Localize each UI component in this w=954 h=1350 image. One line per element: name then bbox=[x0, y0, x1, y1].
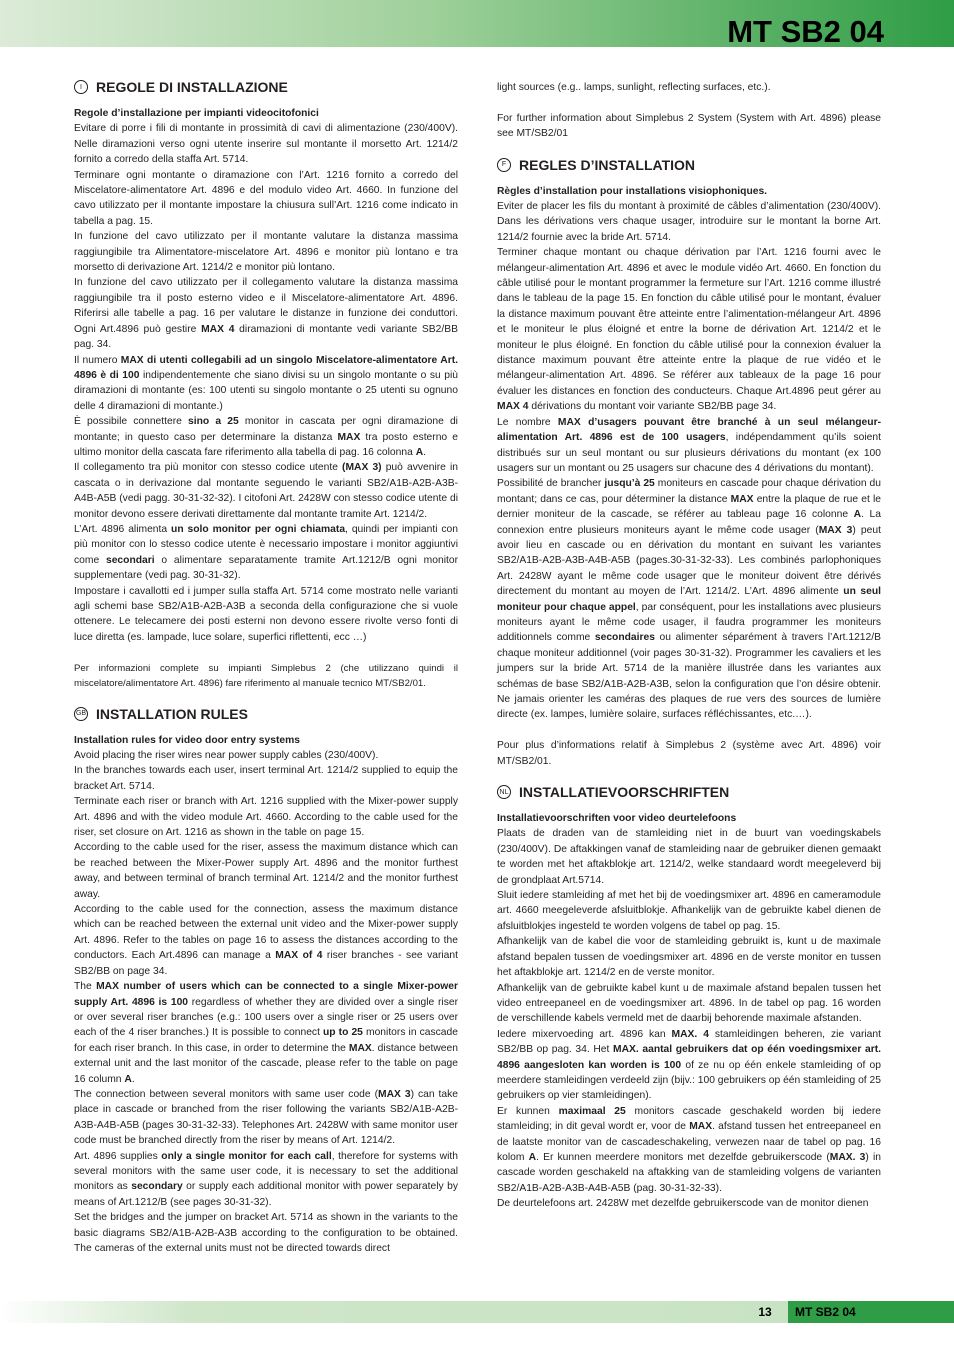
section-heading-it bbox=[74, 78, 458, 96]
paragraph: È possibile connettere sino a 25 monitor in cascata per ogni diramazione di montante; in questo caso per determinare la distanza MAX tra posto esterno e ultimo monitor della cascata fare riferimento alla tabella di pag. 16 colonna A. bbox=[74, 416, 458, 458]
paragraph: Il numero MAX di utenti collegabili ad un singolo Miscelatore-alimentatore Art. 4896 è di 100 indipendentemente che siano divisi su un singolo montante o su più diramazioni di montante (es: 100 utenti su singolo montante o 25 utenti su ognuno delle 4 diramazioni di montante.) bbox=[74, 354, 459, 412]
paragraph: In the branches towards each user, insert terminal Art. 1214/2 supplied to equip the bracket Art. 5714. bbox=[74, 765, 458, 792]
heading-text: REGOLE DI INSTALLAZIONE bbox=[96, 79, 288, 95]
paragraph: Terminare ogni montante o diramazione con l’Art. 1216 fornito a corredo del Miscelatore-alimentatore Art. 4896 e del modulo video Art. 4660. In funzione del cavo utilizzato per il montante impostare la chiusura sull’Art. 1216 come indicato in tabella a pag. 15. bbox=[74, 169, 458, 227]
italy-badge-icon: I bbox=[74, 80, 88, 94]
paragraph: Possibilité de brancher jusqu’à 25 moniteurs en cascade pour chaque dérivation du montant; dans ce cas, pour déterminer la distance MAX entre la plaque de rue et le dernier moniteur de la cascade, se référer au tableau page 16 colonne A. La connexion entre plusieurs moniteurs ayant le même code usager (MAX 3) peut avoir lieu en cascade ou en dérivation du montant en suivant les variantes SB2/A1B-A2B-A3B-A4B-A5B (pages.30-31-32-33). Les combinés parlophoniques Art. 2428W ayant le même code usager que le moniteur doivent être dérivés directement du montant au moyen de l’Art. 1214/2. L’Art. 4896 alimente un seul moniteur pour chaque appel, par conséquent, pour les installations avec plusieurs moniteurs ayant le même code usager, il faudra programmer les moniteurs additionnels comme secondaires ou alimenter séparément à travers l’Art.1212/B chaque moniteur additionnel (voir pages 30-31-32). Programmer les cavaliers et les jumpers sur la bride Art. 5714 de la manière illustrée dans les variantes aux schémas de base SB2/A1B-A2B-A3B, selon la configuration que l’on désire obtenir. Ne jamais orienter les caméras des plaques de rue vers des sources de lumière directe (ex. lampes, lumière solaire, surfaces réfléchissantes, etc.…). bbox=[497, 478, 882, 721]
subheading-fr: Règles d’installation pour installations visiophoniques. bbox=[497, 185, 768, 197]
subheading-gb: Installation rules for video door entry systems bbox=[74, 734, 301, 746]
france-badge-icon: F bbox=[497, 158, 511, 172]
paragraph-reference: Pour plus d’informations relatif à Simplebus 2 (système avec Art. 4896) voir MT/SB2/01. bbox=[497, 740, 881, 767]
netherlands-badge-icon: NL bbox=[497, 785, 511, 799]
paragraph: light sources (e.g.. lamps, sunlight, reflecting surfaces, etc.). bbox=[497, 82, 771, 93]
page-number: 13 bbox=[758, 1305, 772, 1319]
paragraph-reference: For further information about Simplebus 2 System (System with Art. 4896) please see MT/SB2/01 bbox=[497, 112, 881, 140]
paragraph: Set the bridges and the jumper on bracket Art. 5714 as shown in the variants to the basic diagrams SB2/A1B-A2B-A3B according to the configuration to be obtained. The cameras of the external units must not be directed towards direct bbox=[74, 1212, 458, 1255]
paragraph: Il collegamento tra più monitor con stesso codice utente (MAX 3) può avvenire in cascata o in derivazione dal montante seguendo le varianti SB2/A1B-A2B-A3B-A4B-A5B (vedi pagg. 30-31-32-32). I citofoni Art. 2428W con stesso codice utente di monitor devono essere derivati direttamente dal montante tramite Art. 1214/2. bbox=[74, 462, 458, 520]
section-heading-fr bbox=[497, 156, 881, 174]
paragraph: L’Art. 4896 alimenta un solo monitor per ogni chiamata, quindi per impianti con più monitor con lo stesso codice utente è necessario impostare i monitor aggiuntivi come secondari o alimentare separatamente tramite Art.1212/B ogni monitor supplementare (vedi pag. 30-31-32). bbox=[74, 523, 458, 582]
paragraph: Afhankelijk van de gebruikte kabel kunt u de maximale afstand bepalen tussen het video entreepaneel en de voedingsmixer art. 4896. In de tabel op pag. 16 worden de verschillende kabels vermeld met de daarbij behorende maximale afstanden. bbox=[497, 982, 881, 1025]
heading-text: REGLES D’INSTALLATION bbox=[519, 156, 696, 173]
paragraph: Iedere mixervoeding art. 4896 kan MAX. 4 stamleidingen beheren, zie variant SB2/BB op pag. 34. Het MAX. aantal gebruikers dat op één voedingsmixer art. 4896 aangesloten kan worden is 100 of ze nu op één enkele stamleiding of op meerdere stamleidingen verdeeld zijn (bijv.: 100 gebruikers op één stamleiding of 25 gebruikers op vier stamleidingen). bbox=[497, 1028, 881, 1102]
paragraph: Art. 4896 supplies only a single monitor for each call, therefore for systems with several monitors with the same user code, it is necessary to set the additional monitors as secondary or supply each additional monitor with power separately by means of Art.1212/B (see pages 30-31-32). bbox=[74, 1150, 458, 1208]
paragraph: The MAX number of users which can be connected to a single Mixer-power supply Art. 4896 is 100 regardless of whether they are divided over a single riser or over several riser branches (e.g.: 100 users over a single riser or 25 users over each of the 4 riser branches.) It is possible to connect up to 25 monitors in cascade for each riser branch. In this case, in order to determine the MAX. distance between external unit and the last monitor of the cascade, please refer to the table on page 16 column A. bbox=[74, 981, 459, 1085]
footer-document-code: MT SB2 04 bbox=[788, 1301, 954, 1323]
paragraph: Le nombre MAX d’usagers pouvant être branché à un seul mélangeur-alimentation Art. 4896 est de 100 usagers, indépendamment qu’ils soient distribués sur un seul montant ou sur plusieurs dérivations du montant (ex 100 usagers sur un montant ou 25 usagers sur chacune des 4 dérivations du montant). bbox=[497, 416, 882, 474]
paragraph-reference: Per informazioni complete su impianti Simplebus 2 (che utilizzano quindi il miscelatore/alimentatore Art. 4896) fare riferimento al manuale tecnico MT/SB2/01. bbox=[74, 662, 458, 689]
section-heading-gb bbox=[74, 705, 458, 723]
paragraph: The connection between several monitors with same user code (MAX 3) can take place in cascade or branched from the riser following the variants SB2/A1B-A2B-A3B-A4B-A5B (pages 30-31-32-33). Telephones Art. 2428W with same monitor user code must be branched directly from the riser by means of Art. 1214/2. bbox=[74, 1088, 458, 1147]
document-title: MT SB2 04 bbox=[727, 14, 884, 49]
paragraph: Eviter de placer les fils du montant à proximité de câbles d’alimentation (230/400V). Dans les dérivations vers chaque usager, introduire sur le montant la borne Art. 1214/2 fournie avec la bride Art. 5714. bbox=[497, 201, 881, 243]
paragraph: Er kunnen maximaal 25 monitors cascade geschakeld worden bij iedere stamleiding; in dit geval wordt er, voor de MAX. afstand tussen het entreepaneel en de laatste monitor van de cascadeschakeling, verwezen naar de tabel op pag. 16 kolom A. Er kunnen meerdere monitors met dezelfde gebruikerscode (MAX. 3) in cascade worden geschakeld na aftakking van de stamleiding volgens de varianten SB2/A1B-A2B-A3B-A4B-A5B (pag. 30-31-32-33). bbox=[497, 1105, 881, 1194]
paragraph: Sluit iedere stamleiding af met het bij de voedingsmixer art. 4896 en cameramodule art. 4660 meegeleverde afsluitblokje. Afhankelijk van de gebruikte kabel dienen de afsluitblokjes ingesteld te worden volgens de tabel op pag. 15. bbox=[497, 890, 881, 932]
heading-text: INSTALLATION RULES bbox=[96, 705, 248, 722]
paragraph: Terminer chaque montant ou chaque dérivation par l’Art. 1216 fourni avec le mélangeur-alimentation Art. 4896 et avec le module vidéo Art. 4660. En fonction du câble utilisé pour le montant programmer la fermeture sur l’Art. 1216 comme illustré dans le tableau de la page 15. En fonction du câble utilisé pour le montant, évaluer la distance maximum pouvant être atteinte entre l’alimentation-mélangeur Art. 4896 et le moniteur le plus éloigné et entre la borne de dérivation Art. 1214/2 et le moniteur le plus éloigné. En fonction du câble utilisé pour la connexion évaluer la distance maximum pouvant être atteinte entre la plaque de rue vidéo et le mélangeur-alimentation Art. 4896. Se référer aux tableaux de la page 16 pour évaluer les distances en fonction des conducteurs. Chaque Art.4896 peut gérer au MAX 4 dérivations du montant voir variante SB2/BB page 34. bbox=[497, 247, 881, 413]
paragraph: Avoid placing the riser wires near power supply cables (230/400V). bbox=[74, 750, 379, 762]
gb-badge-icon: GB bbox=[74, 707, 88, 721]
paragraph: Evitare di porre i fili di montante in prossimità di cavi di alimentazione (230/400V). Nelle diramazioni verso ogni utente inserire sul montante il morsetto Art. 1214/2 fornito a corredo della staffa Art. 5714. bbox=[74, 123, 458, 166]
paragraph: Terminate each riser or branch with Art. 1216 supplied with the Mixer-power supply Art. 4896 and with the video module Art. 4660. According to the cable used for the riser, set closure on Art. 1216 as shown in the table on page 15. bbox=[74, 796, 458, 839]
paragraph: In funzione del cavo utilizzato per il collegamento valutare la distanza massima raggiungibile tra il posto esterno video e il Miscelatore-alimentatore Art. 4896. Riferirsi alle tabelle a pag. 16 per valutare le distanze in funzione dei conduttori. Ogni Art.4896 può gestire MAX 4 diramazioni di montante vedi variante SB2/BB pag. 34. bbox=[74, 277, 458, 351]
paragraph: De deurtelefoons art. 2428W met dezelfde gebruikerscode van de monitor dienen bbox=[497, 1198, 869, 1210]
right-column bbox=[497, 80, 881, 1212]
paragraph: Afhankelijk van de kabel die voor de stamleiding gebruikt is, kunt u de maximale afstand bepalen tussen de voedingsmixer art. 4896 en de verste monitor en tussen het aftakblokje art. 1214/2 en de verste monitor. bbox=[497, 936, 881, 979]
paragraph: Impostare i cavallotti ed i jumper sulla staffa Art. 5714 come mostrato nelle varianti agli schemi base SB2/A1B-A2B-A3B a seconda della configurazione che si vuole ottenere. Le telecamere dei posti esterni non devono essere rivolte verso fonti di luce diretta (es. lampade, luce solare, superfici riflettenti, ecc …) bbox=[74, 585, 458, 643]
subheading-nl: Installatievoorschriften voor video deurtelefoons bbox=[497, 813, 737, 825]
paragraph: Plaats de draden van de stamleiding niet in de buurt van voedingskabels (230/400V). De aftakkingen vanaf de stamleiding naar de gebruiker dienen gemaakt te worden met het aftakblokje art. 1214/2, welke standaard wordt meegeleverd bij de grondplaat Art.5714. bbox=[497, 828, 881, 886]
left-column bbox=[74, 78, 458, 1256]
paragraph: According to the cable used for the connection, assess the maximum distance which can be reached between the external unit video and the Mixer-power supply Art. 4896. Refer to the tables on page 16 to assess the distances according to the conductors. Each Art.4896 can manage a MAX of 4 riser branches - see variant SB2/BB on page 34. bbox=[74, 904, 458, 977]
paragraph: According to the cable used for the riser, assess the maximum distance which can be reached between the Mixer-Power supply Art. 4896 and the monitor furthest away, and between terminal of branch terminal Art. 1214/2 and the monitor furthest away. bbox=[74, 842, 458, 900]
subheading-it: Regole d’installazione per impianti videocitofonici bbox=[74, 108, 319, 119]
heading-text: INSTALLATIEVOORSCHRIFTEN bbox=[519, 784, 730, 801]
paragraph: In funzione del cavo utilizzato per il montante valutare la distanza massima raggiungibile tra Alimentatore-miscelatore Art. 4896 e monitor più lontano e tra morsetto di derivazione Art. 1214/2 e monitor più lontano. bbox=[74, 231, 458, 274]
section-heading-nl bbox=[497, 783, 881, 801]
